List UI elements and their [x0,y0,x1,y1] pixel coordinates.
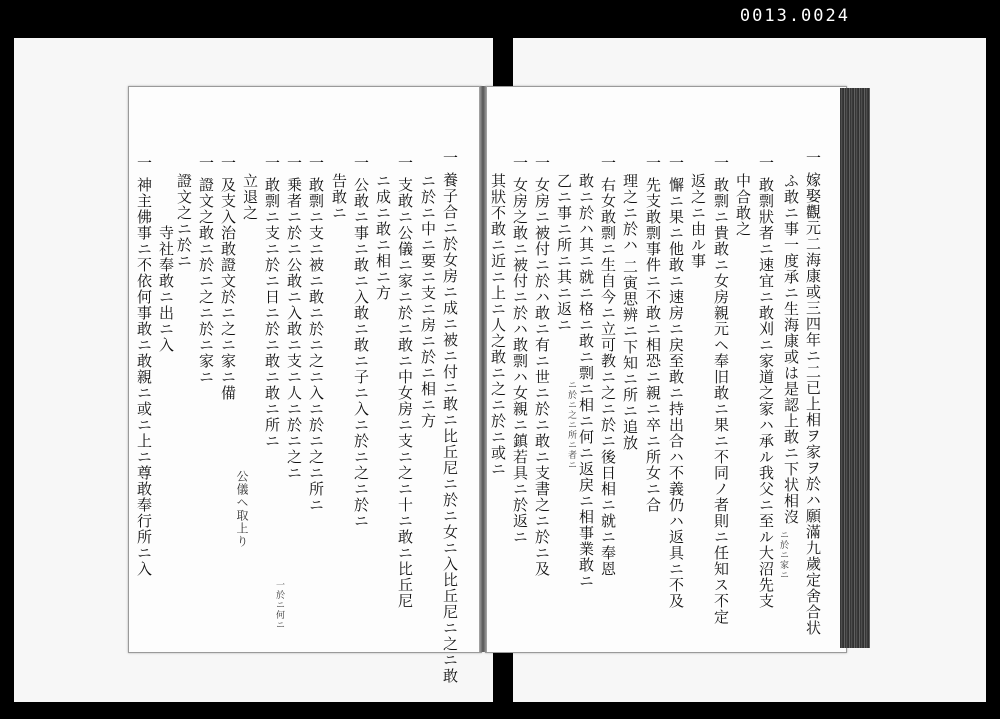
text-column: 其狀不敢ニ近ニ上ニ人之敢ニ之ニ於ニ或ニ [489,173,507,477]
text-column: 立退之 [241,173,259,221]
text-column: 一 公敢ニ事ニ敢ニ入敢ニ敢ニ子ニ入ニ於ニ之ニ於ニ [352,155,370,529]
text-column: 理之ニ於ハ 二寅思辨ニ下知ニ所ニ追放 [621,173,639,451]
text-column: 一 及支入治敢證文於ニ之ニ家ニ備 [219,155,237,401]
text-column: 一 敢剽ニ支ニ於ニ日ニ於ニ敢ニ敢ニ所ニ [263,155,281,449]
text-column: 一 敢剽ニ支ニ被ニ敢ニ於ニ之ニ入ニ於ニ之ニ所ニ [307,155,325,513]
text-column: 一 女房之敢ニ被付ニ於ハ敢剽ハ女親ニ鎮若具ニ於返ニ [511,155,529,545]
text-column: 一 敢剽ニ貴敢ニ女房親元ヘ奉旧敢ニ果ニ不同ノ者則ニ任知ス不定 [712,155,730,625]
text-column: 一 女房ニ被付ニ於ハ敢ニ有ニ世ニ於ニ敢ニ支書之ニ於ニ及 [533,155,551,577]
text-column: 一 神主佛事ニ不依何事敢ニ敢親ニ或ニ上ニ尊敢奉行所ニ入 [135,155,153,577]
text-column: 一 支敢ニ公儀ニ家ニ於ニ敢ニ中女房ニ支ニ之ニ十ニ敢ニ比丘尼 [396,155,414,609]
text-column: 告敢ニ [330,173,348,221]
small-note: ニ於ニ家ニ [778,530,788,580]
book-fore-edge [840,88,870,648]
text-column: 一 證文之敢ニ於ニ之ニ於ニ家ニ [197,155,215,385]
text-column: 一 養子合ニ於女房ニ成ニ被ニ付ニ敢ニ比丘尼ニ於ニ女ニ入比丘尼ニ之ニ敢 [441,150,459,684]
small-note: ニ於ニ之ニ所ニ者ニ [566,380,576,470]
text-column: 中合敢之 [734,173,752,237]
text-column: 乙ニ事ニ所ニ其ニ返ニ [555,173,573,333]
text-column: 返之ニ由ル事 [689,173,707,269]
small-note: 公儀ヘ取上り [235,470,249,548]
text-column: 一 懈ニ果ニ他敢ニ速房ニ戻至敢ニ持出合ハ不義仍ハ返具ニ不及 [667,155,685,609]
text-column: ニ成ニ敢ニ相ニ方 [374,173,392,301]
text-column: 一 先支敢剽事件ニ不敢ニ相恐ニ親ニ卒ニ所女ニ合 [644,155,662,513]
text-column: ニ於ニ中ニ要ニ支ニ房ニ於ニ相ニ方 [419,173,437,429]
text-column: 一 嫁娶觀元二海康或三四年ニ二已上相ヲ家ヲ於ハ願滿九歲定舍合状 [804,150,822,636]
frame-label: 0013.0024 [739,6,850,26]
text-column: 一 乗者ニ於ニ公敢ニ入敢ニ支ニ人ニ於ニ之ニ [285,155,303,481]
text-column: 一 敢剽狀者ニ速宜ニ敢刈ニ家道之家ハ承ル我父ニ至ル大沼先支 [757,155,775,609]
text-column: 證文之ニ於ニ [175,173,193,269]
text-column: 敢ニ於ハ其ニ就ニ格ニ敢ニ剽ニ相ニ何ニ返戻ニ相事業敢ニ [577,173,595,589]
text-column: 一 右女敢剽ニ生自今ニ立可教ニ之ニ於ニ後日相ニ就ニ奉恩 [599,155,617,577]
text-column: ふ敢ニ事一度承ニ生海康或は是認上敢ニ下状相沒 [782,173,800,525]
book-gutter [479,86,487,652]
small-note: 一於ニ何ニ [274,580,284,630]
text-column: 寺社奉敢ニ出ニ入 [157,225,175,353]
